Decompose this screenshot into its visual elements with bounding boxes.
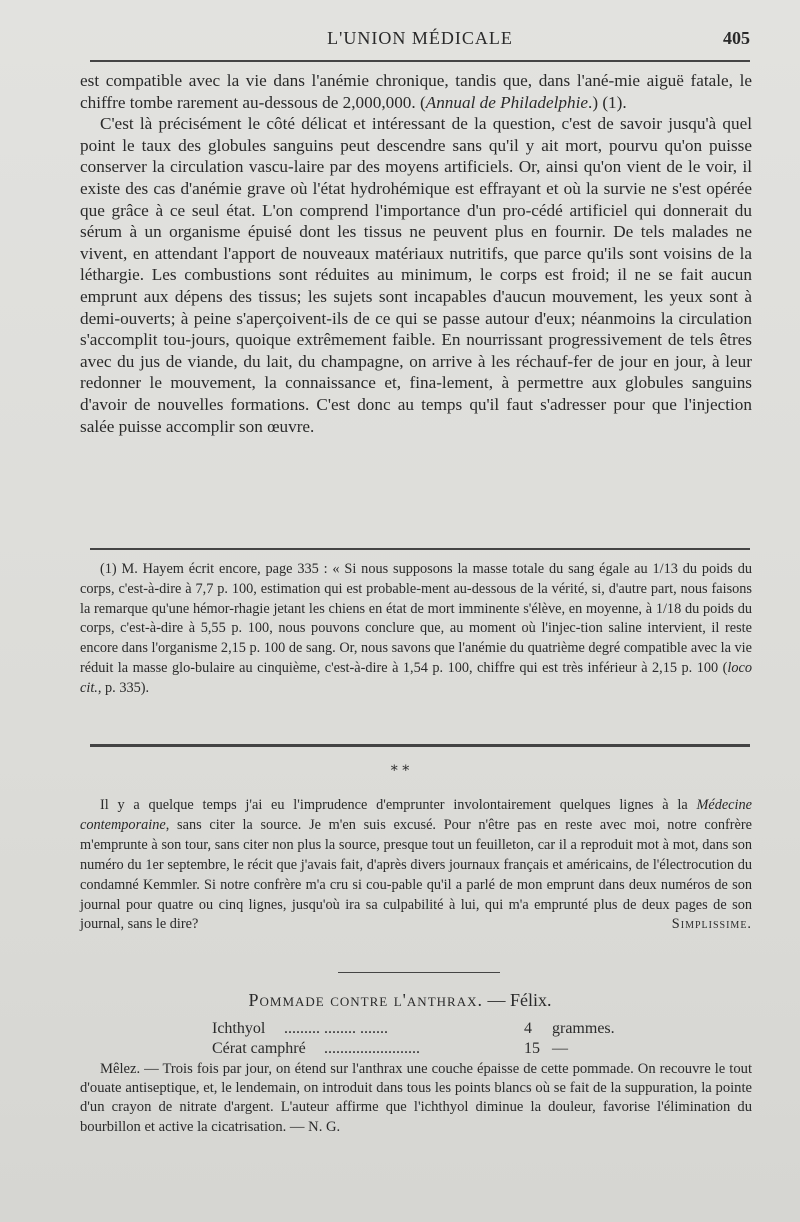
header-rule (90, 60, 750, 62)
footnote-rule (90, 548, 750, 550)
editorial-note: Il y a quelque temps j'ai eu l'imprudence d'emprunter involontairement quelques lignes à la Médecine contemporaine, sans citer la source. Je m'en suis excusé. Pour n'être pas en reste avec moi, notre confrère m'emprunte à son tour, sans citer non plus la source, presque tout un feuilleton, car il a reproduit mot à mot, dans son numéro du 1er septembre, le récit que j'avais fait, d'après divers journaux français et américains, de l'électrocution du condamné Kemmler. Si notre confrère m'a cru si cou-pable qu'il a parlé de mon emprunt dans deux numéros de son journal pour quatre ou cinq lignes, jusqu'où ira sa culpabilité à lui, qui m'a emprunté plus de deux pages de son journal, sans le dire? Simplissime. (80, 796, 752, 935)
section-separator: * * (390, 763, 410, 779)
formula-instructions: Mêlez. — Trois fois par jour, on étend sur l'anthrax une couche épaisse de cette pommade. On recouvre le tout d'ouate antiseptique, et, le lendemain, on introduit dans tous les points blancs où se fait de la suppuration, la pointe d'un crayon de nitrate d'argent. L'auteur affirme que l'ichthyol diminue la douleur, favorise l'élimination du bourbillon et active la cicatrisation. — N. G. (80, 1061, 752, 1135)
running-header (90, 26, 750, 52)
citation: Annual de Philadelphie (425, 92, 589, 112)
page-number: 405 (723, 28, 750, 48)
formula-author: Félix. (509, 990, 552, 1010)
paragraph-1: est compatible avec la vie dans l'anémie chronique, tandis que, dans l'ané-mie aiguë fatale, le chiffre tombe rarement au-dessous de 2,000,000. (Annual de Philadelphie.) (1). (80, 71, 752, 112)
journal-title: L'UNION MÉDICALE (327, 28, 513, 48)
ingredient-row: Ichthyol ......... ........ ....... 4 grammes. (212, 1020, 615, 1037)
main-article (80, 70, 752, 437)
ingredient-row: Cérat camphré ........................ 15 — (212, 1040, 568, 1057)
journal-reference: Médecine contemporaine (80, 797, 752, 833)
short-rule (338, 972, 500, 973)
footnote-citation: loco cit. (80, 659, 752, 696)
signature: Simplissime. (671, 916, 752, 933)
section-rule (90, 744, 750, 747)
paragraph-2: C'est là précisément le côté délicat et intéressant de la question, c'est de savoir jusqu'à quel point le taux des globules sanguins peut descendre sans qu'il y ait mort, pourvu qu'on puisse conserver la circulation vascu-laire par des moyens artificiels. Or, ainsi qu'on vient de le voir, il existe des cas d'anémie grave où l'état hydrohémique est effrayant et où la survie ne s'est opérée que grâce à ce seul état. L'on comprend l'importance d'un pro-cédé artificiel qui donnerait du sérum à un organisme épuisé dont les tissus ne peuvent plus en fournir. De tels malades ne vivent, en attendant l'apport de nouveaux matériaux nutritifs, que parce qu'ils sont voisins de la léthargie. Les combustions sont réduites au minimum, le corps est froid; il ne se fait aucun emprunt aux dépens des tissus; les sujets sont incapables d'aucun mouvement, les yeux sont à demi-ouverts; à peine s'aperçoivent-ils de ce qui se passe autour d'eux; néanmoins la circulation s'accomplit tou-jours, quoique extrêmement faible. En nourrissant progressivement de tels êtres avec du jus de viande, du lait, du champagne, on arrive à les réchauf-fer de jour en jour, à leur redonner le mouvement, la connaissance et, fina-lement, à permettre aux globules sanguins d'avoir de nouvelles formations. C'est donc au temps qu'il faut s'adresser pour que l'injection salée puisse accomplir son œuvre. (80, 114, 752, 436)
footnote: (1) M. Hayem écrit encore, page 335 : « Si nous supposons la masse totale du sang égale au 1/13 du poids du corps, c'est-à-dire à 7,7 p. 100, estimation qui est probable-ment au-dessous de la vérité, si, d'autre part, nous faisons la remarque qu'une hémor-rhagie jetant les chiens en état de mort imminente s'élève, en moyenne, à 1/18 du poids du corps, c'est-à-dire à 5,55 p. 100, nous pouvons conclure que, au moment où l'injec-tion saline intervient, il reste encore dans l'organisme 2,15 p. 100 de sang. Or, nous savons que l'anémie du quatrième degré compatible avec la vie réduit la masse glo-bulaire au cinquième, c'est-à-dire à 1,54 p. 100, chiffre qui est très inférieur à 2,15 p. 100 (loco cit., p. 335). (80, 561, 752, 696)
formula-heading: Pommade contre l'anthrax. — Félix. (248, 990, 552, 1010)
